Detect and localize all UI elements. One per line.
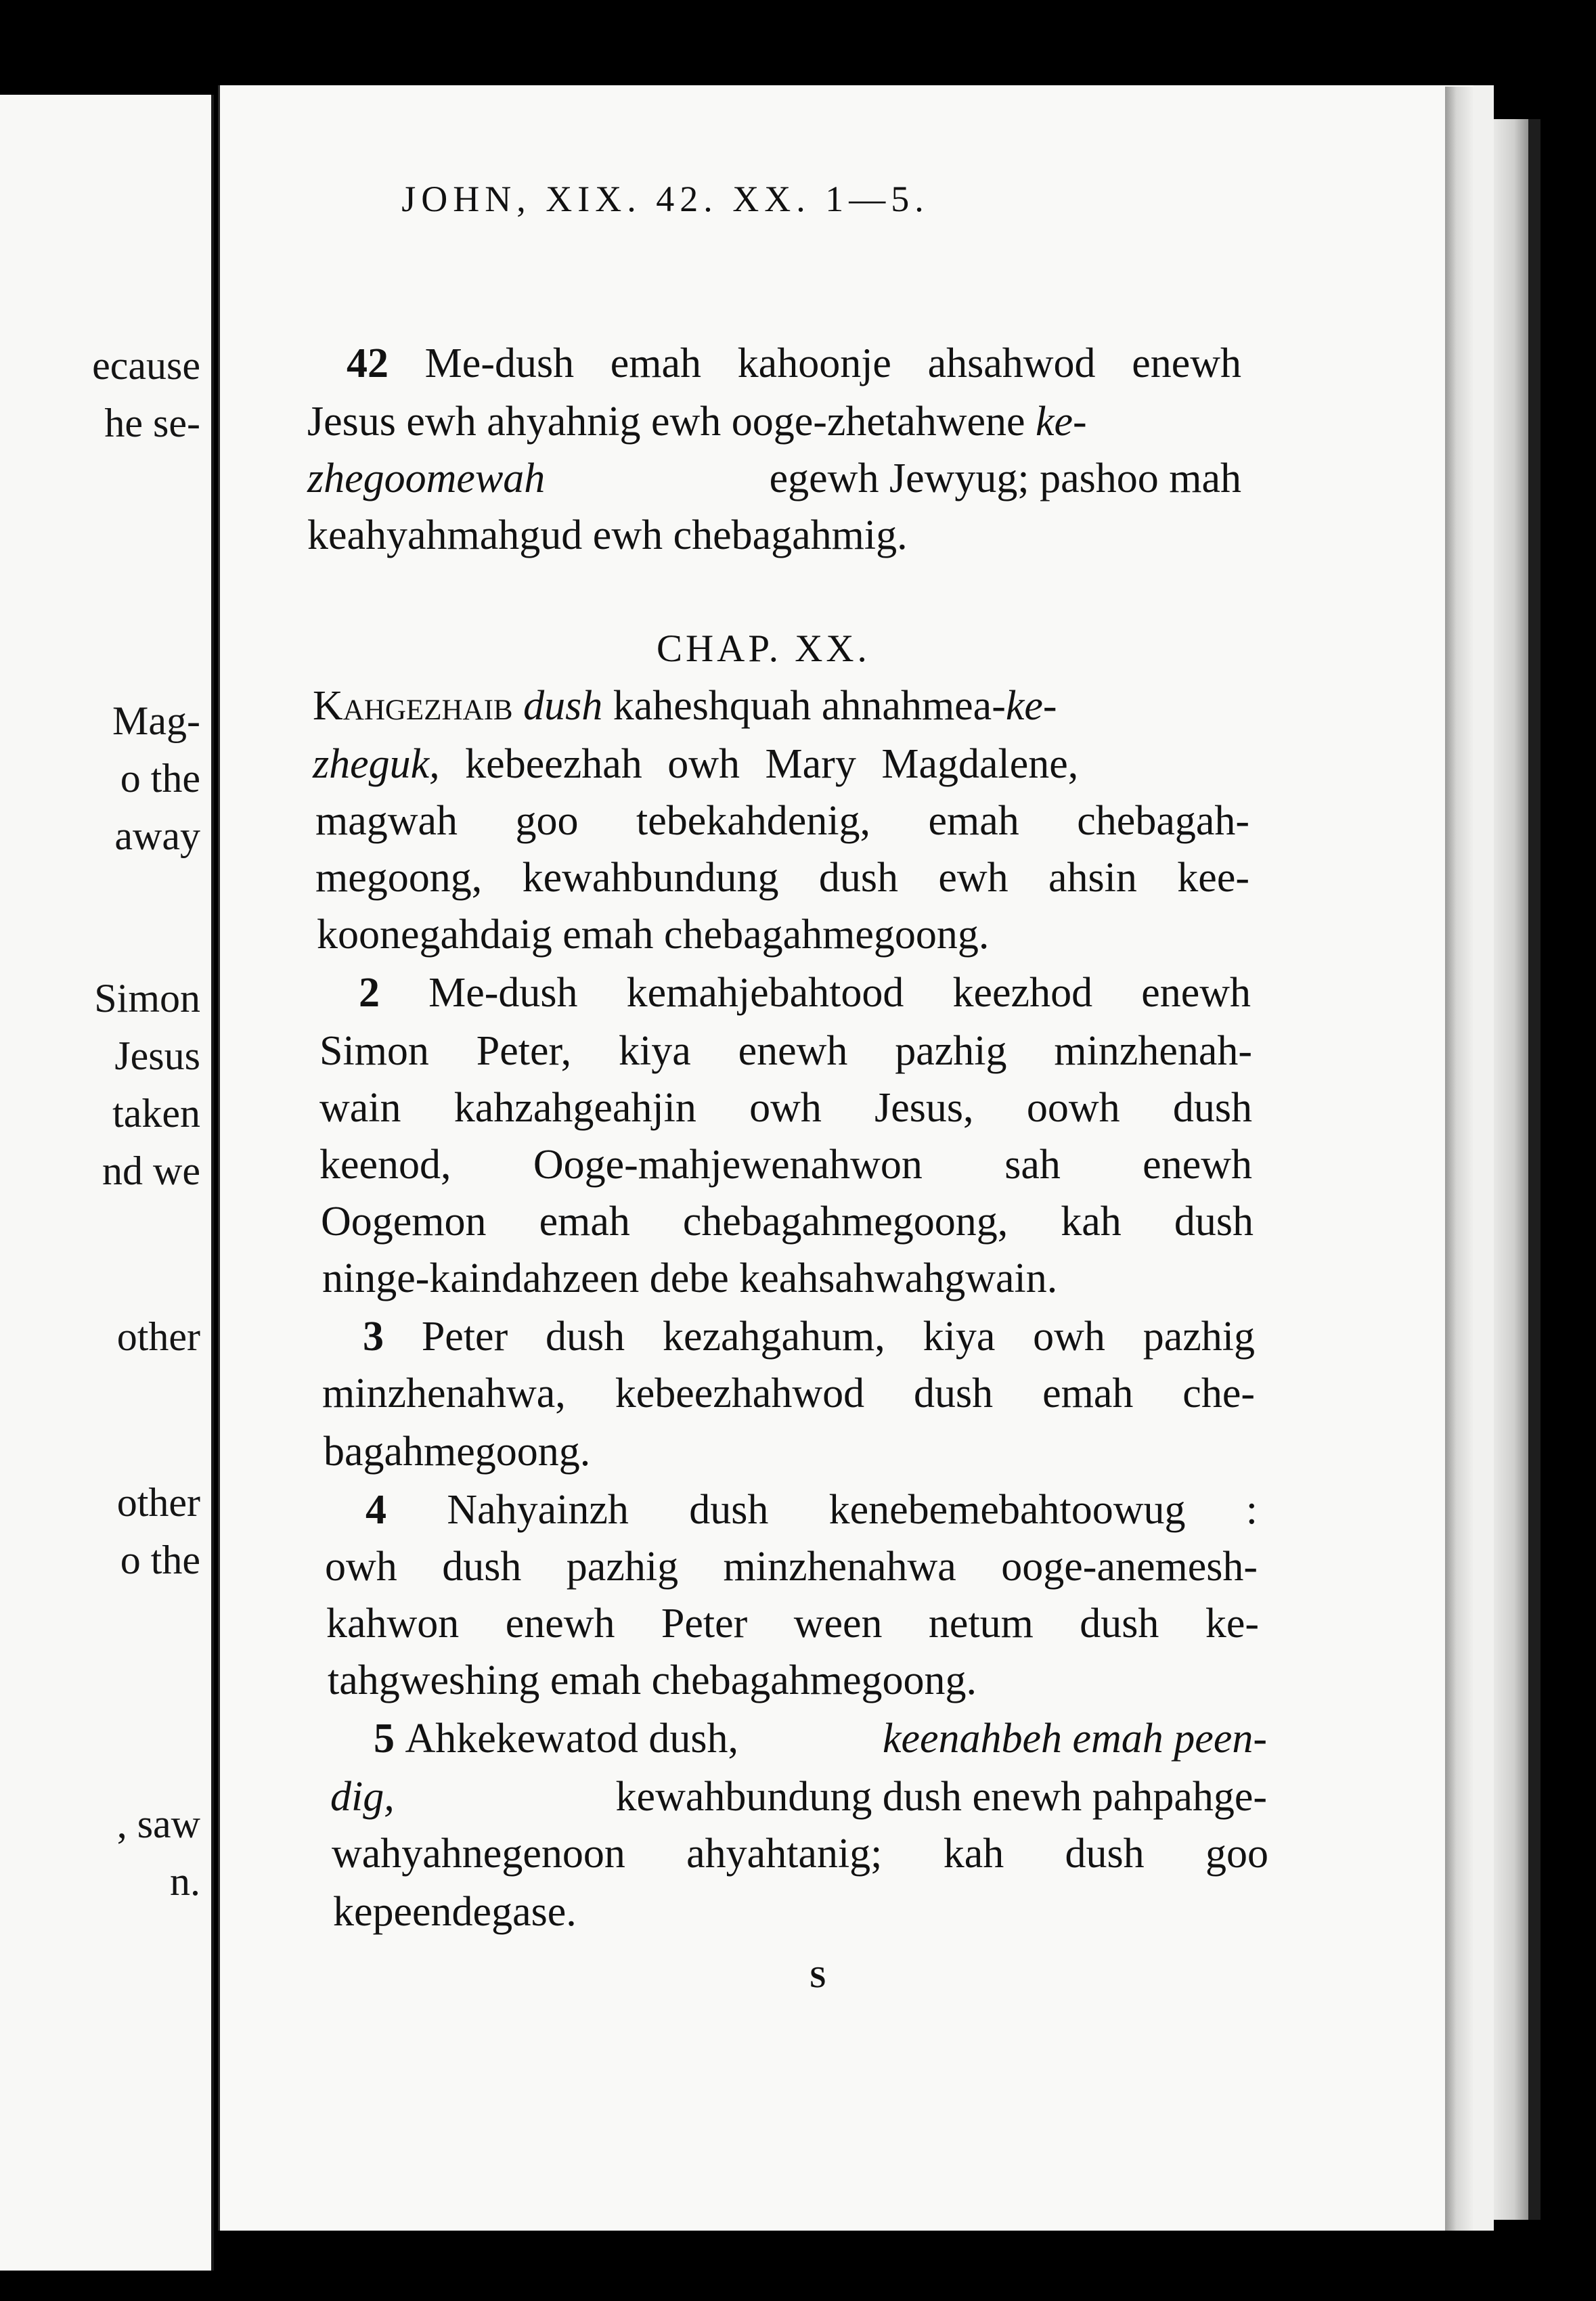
verse-3-line-3: bagahmegoong. [324,1429,591,1475]
verse-number: 5 [374,1716,395,1762]
left-page-fragment: Simon [94,976,200,1021]
left-page-fragment: taken [112,1091,200,1136]
italic-text: keenahbeh emah peen- [882,1716,1267,1762]
verse-5-line-1 [374,1718,1267,1760]
signature-mark: S [810,1961,826,1994]
left-page-fragment: other [116,1480,200,1525]
verse-5-line-4: kepeendegase. [333,1889,577,1935]
verse-42-line-1 [347,342,1241,384]
verse-5-line-3: wahyahnegenoon ahyahtanig; kah dush goo [332,1831,1268,1877]
verse-number: 42 [347,340,389,386]
verse-text: Me-dush emah kahoonje ahsahwod enewh [424,340,1242,386]
verse-42-line-2 [307,401,1087,443]
verse-1-line-3: magwah goo tebekahdenig, emah chebagah- [315,798,1249,844]
left-page-fragment: o the [120,756,200,801]
running-head: JOHN, XIX. 42. XX. 1—5. [401,179,929,219]
smallcaps-lead: Kahgezhaib [313,683,513,729]
verse-2-line-3: wain kahzahgeahjin owh Jesus, oowh dush [319,1085,1252,1131]
verse-number: 3 [363,1314,384,1360]
left-page-fragment: other [116,1314,200,1359]
verse-number: 4 [365,1487,386,1533]
left-page-fragment: n. [170,1859,200,1904]
verse-3-line-2: minzhenahwa, kebeezhahwod dush emah che- [322,1370,1255,1416]
verse-number: 2 [359,970,380,1016]
italic-text: dush [523,683,603,729]
verse-4-line-3: kahwon enewh Peter ween netum dush ke- [326,1601,1259,1647]
verse-text: Me-dush kemahjebahtood keezhod enewh [428,970,1251,1016]
left-page-fragment: away [114,813,200,858]
verse-text: Nahyainzh dush kenebemebahtoowug : [447,1487,1258,1533]
verse-5-line-2 [330,1776,1267,1818]
verse-3-line-1 [363,1316,1255,1358]
chapter-heading: CHAP. XX. [657,627,870,670]
left-page-fragment: he se- [104,401,200,445]
left-page-fragment: Mag- [112,698,200,743]
left-page-fragment: , saw [116,1802,200,1846]
verse-2-line-4: keenod, Ooge-mahjewenahwon sah enewh [319,1142,1252,1188]
verse-4-line-2: owh dush pazhig minzhenahwa ooge-anemesh- [325,1544,1258,1590]
verse-2-line-1 [359,972,1251,1014]
left-page-fragment: nd we [102,1148,200,1193]
verse-1-line-2 [313,743,1247,785]
verse-text: Ahkekewatod dush, [405,1716,738,1762]
italic-text: zheguk, [313,741,440,787]
verse-4-line-4: tahgweshing emah chebagahmegoong. [328,1657,977,1703]
verse-text: Peter dush kezahgahum, kiya owh pazhig [421,1314,1256,1360]
verse-2-line-6: ninge-kaindahzeen debe keahsahwahgwain. [322,1255,1058,1301]
italic-text: ke- [1036,399,1087,445]
left-page-fragment: Jesus [114,1033,200,1078]
verse-42-line-4: keahyahmahgud ewh chebagahmig. [307,512,908,558]
italic-text: dig, [330,1774,395,1820]
verse-text: kaheshquah ahnahmea- [602,683,1006,729]
verse-4-line-1 [365,1489,1258,1531]
verse-1-line-5: koonegahdaig emah chebagahmegoong. [317,912,990,958]
verse-text: Jesus ewh ahyahnig ewh ooge-zhetahwene [307,399,1036,445]
verse-2-line-2: Simon Peter, kiya enewh pazhig minzhenah- [319,1028,1252,1074]
verse-text: kewahbundung dush enewh pahpahge- [615,1774,1267,1820]
left-page-fragment: ecause [92,343,200,388]
verse-1-line-1 [313,685,1057,727]
left-page-fragment: o the [120,1538,200,1582]
verse-text: kebeezhah owh Mary Magdalene, [439,741,1079,787]
italic-text: ke- [1005,683,1057,729]
verse-42-line-3 [307,457,1241,499]
verse-text: egewh Jewyug; pashoo mah [769,455,1241,501]
verse-2-line-5: Oogemon emah chebagahmegoong, kah dush [321,1199,1254,1245]
italic-text: zhegoomewah [307,455,546,501]
verse-1-line-4: megoong, kewahbundung dush ewh ahsin kee- [315,855,1249,901]
